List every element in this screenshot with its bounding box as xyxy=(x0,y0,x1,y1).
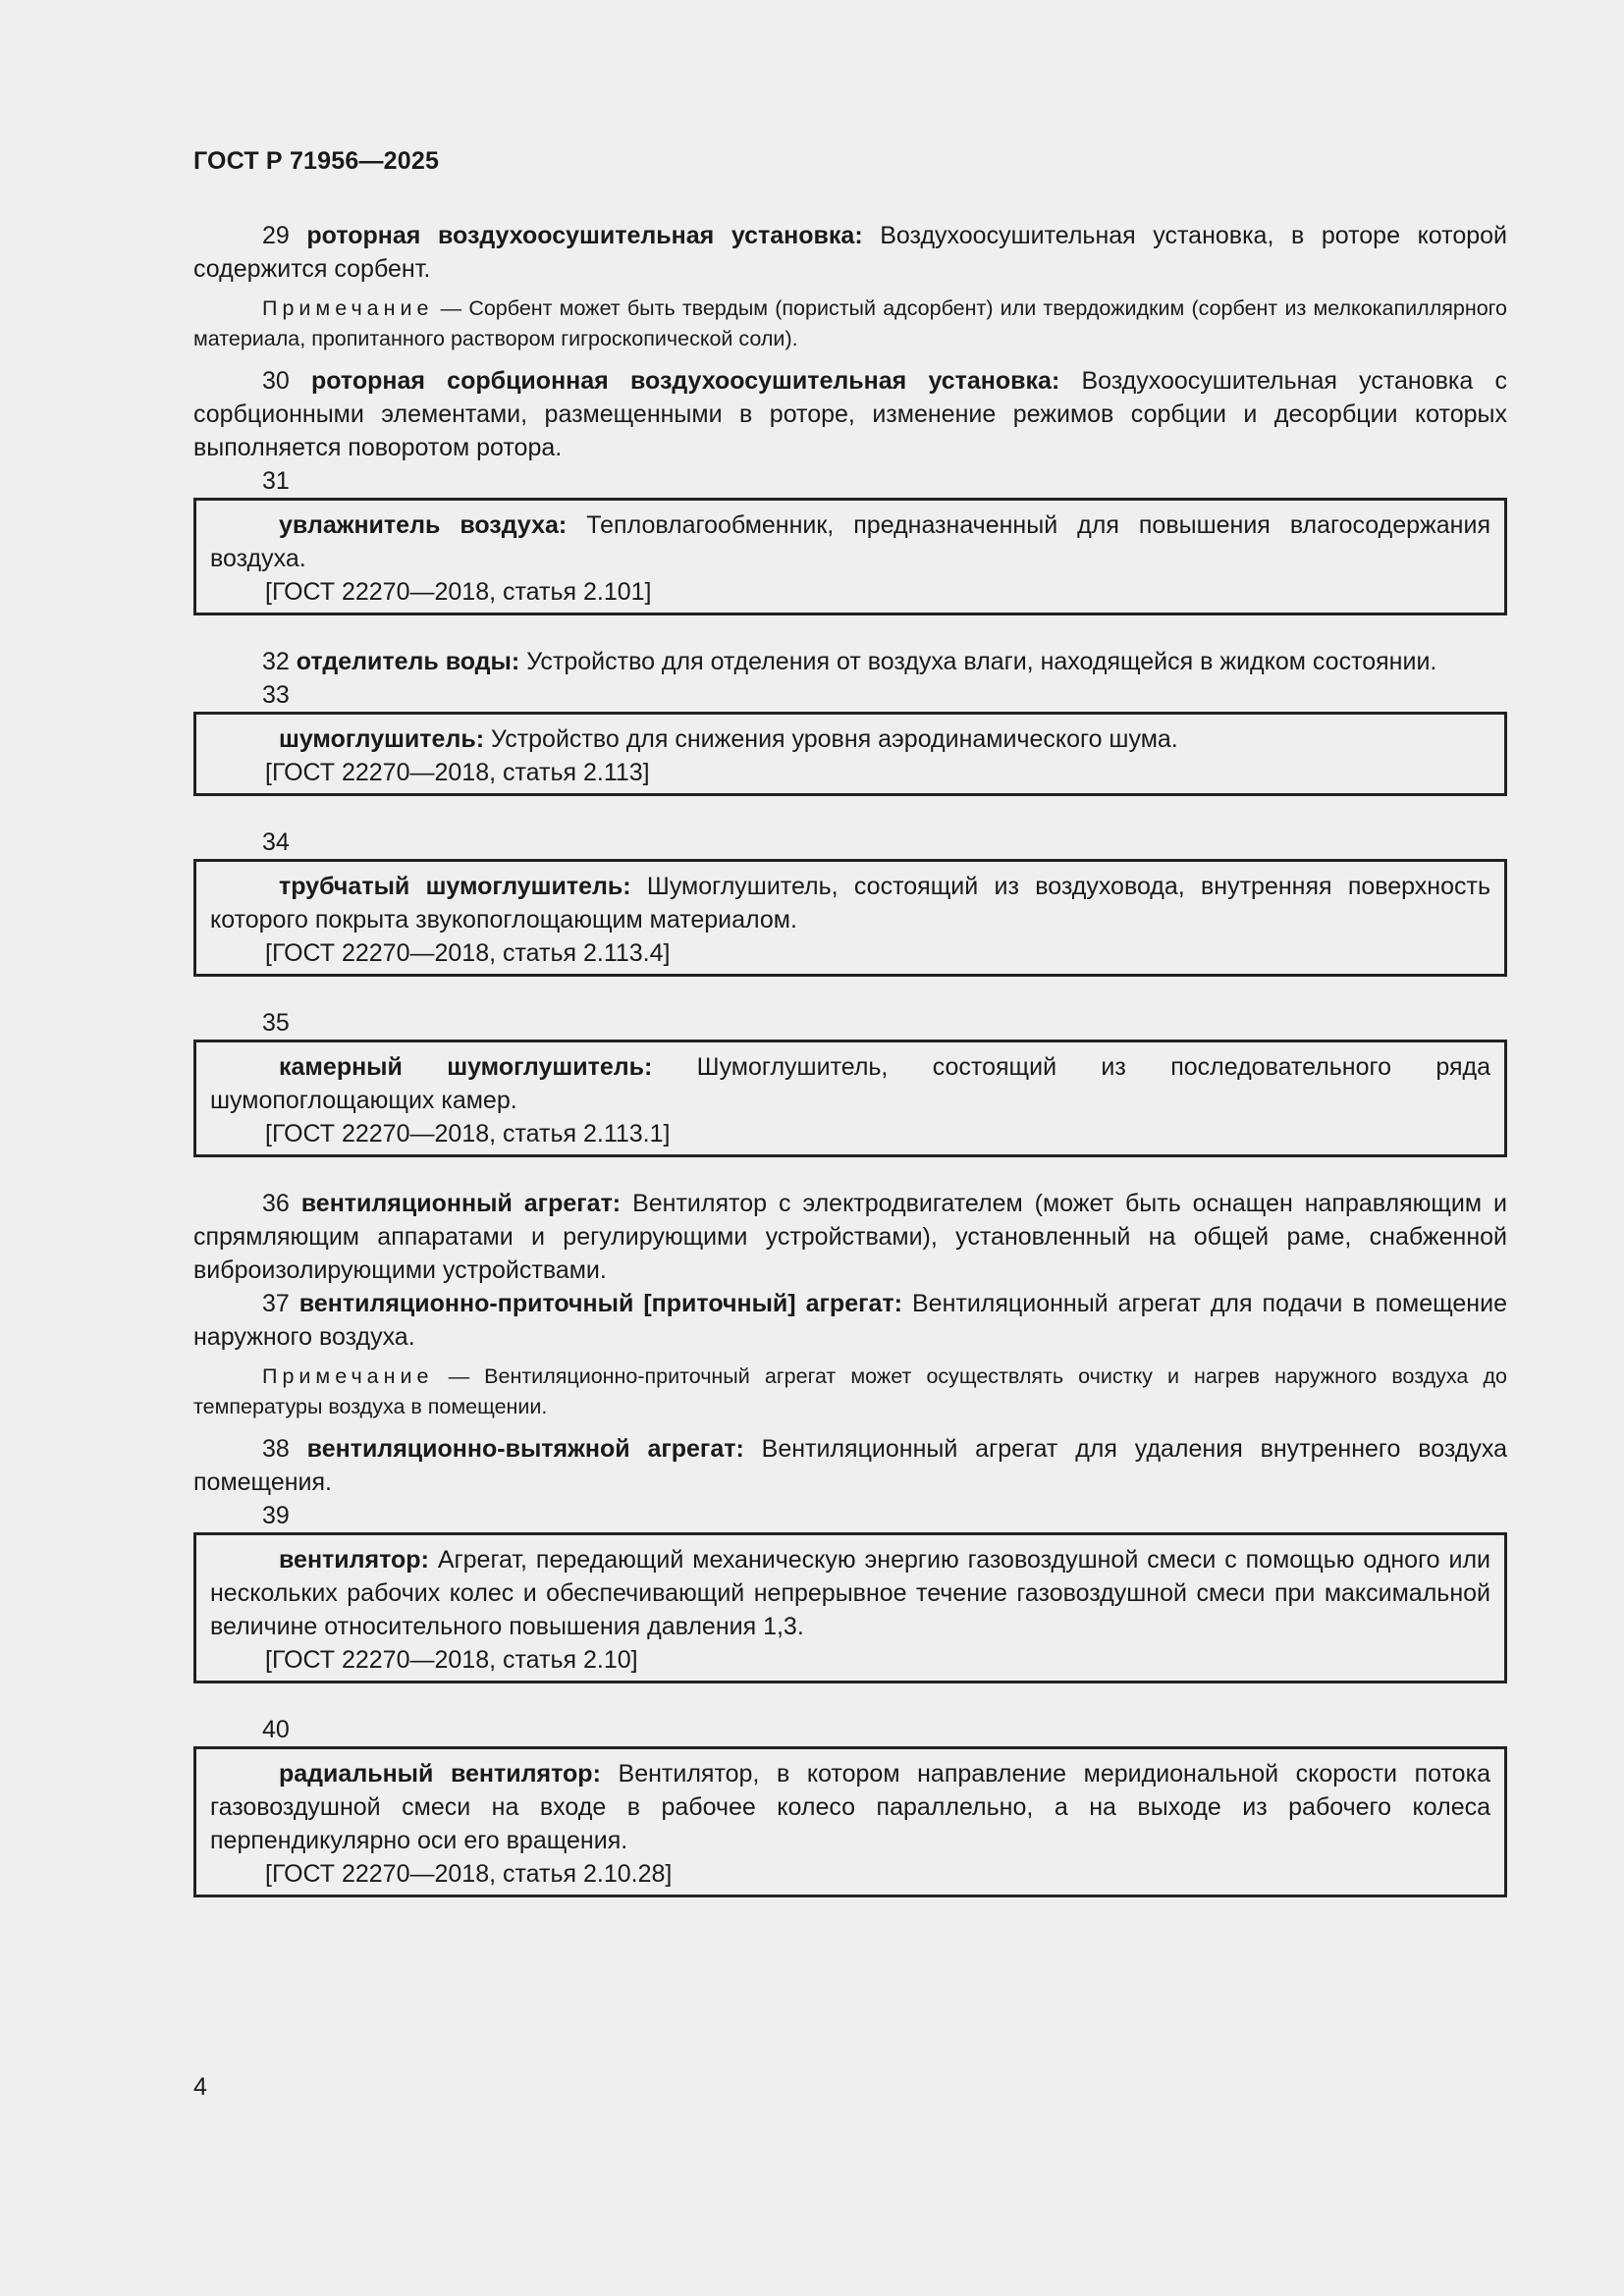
entry-term: увлажнитель воздуха: xyxy=(279,511,568,539)
document-header: ГОСТ Р 71956—2025 xyxy=(193,147,440,175)
entry-39 xyxy=(210,1543,1490,1643)
entry-38 xyxy=(193,1432,1507,1499)
entry-box-40 xyxy=(193,1746,1507,1897)
entry-text: Шумоглушитель, состоящий из последовательного ряда шумопоглощающих камер. xyxy=(210,1053,1490,1114)
entry-reference: [ГОСТ 22270—2018, статья 2.101] xyxy=(265,578,652,606)
page-number: 4 xyxy=(193,2073,207,2101)
entry-text: Тепловлагообменник, предназначенный для повышения влагосодержания воздуха. xyxy=(210,511,1490,572)
entry-reference: [ГОСТ 22270—2018, статья 2.113] xyxy=(265,759,650,786)
entry-reference: [ГОСТ 22270—2018, статья 2.113.1] xyxy=(265,1120,671,1148)
entry-text: Воздухоосушительная установка с сорбционными элементами, размещенными в роторе, изменение режимов сорбции и десорбции которых выполняется поворотом ротора. xyxy=(193,367,1507,461)
note-29 xyxy=(193,294,1507,354)
entry-reference: [ГОСТ 22270—2018, статья 2.10.28] xyxy=(265,1860,673,1888)
note-text: — Сорбент может быть твердым (пористый адсорбент) или твердожидким (сорбент из мелкокапиллярного материала, пропитанного раствором гигроскопической соли). xyxy=(193,296,1507,350)
entry-number: 36 xyxy=(262,1190,290,1217)
entry-30 xyxy=(193,364,1507,464)
entry-32 xyxy=(193,645,1507,678)
entry-number: 32 xyxy=(262,648,290,675)
note-label: Примечание xyxy=(262,296,434,320)
entry-text: Вентиляционный агрегат для удаления внутреннего воздуха помещения. xyxy=(193,1435,1507,1496)
entry-text: Вентилятор, в котором направление меридиональной скорости потока газовоздушной смеси на входе в рабочее колесо параллельно, а на выходе из рабочего колеса перпендикулярно оси его вращения. xyxy=(210,1760,1490,1854)
entry-text: Шумоглушитель, состоящий из воздуховода, внутренняя поверхность которого покрыта звукопоглощающим материалом. xyxy=(210,873,1490,934)
entry-37 xyxy=(193,1287,1507,1354)
entry-reference: [ГОСТ 22270—2018, статья 2.113.4] xyxy=(265,939,671,967)
entry-text: Вентиляционный агрегат для подачи в помещение наружного воздуха. xyxy=(193,1290,1507,1351)
entry-text: Устройство для отделения от воздуха влаги, находящейся в жидком состоянии. xyxy=(526,648,1437,675)
entry-31 xyxy=(210,508,1490,575)
entry-number: 38 xyxy=(262,1435,290,1463)
entry-term: роторная воздухоосушительная установка: xyxy=(306,222,863,249)
entry-term: вентиляционно-вытяжной агрегат: xyxy=(306,1435,744,1463)
entry-number-34: 34 xyxy=(262,828,290,856)
entry-number-40: 40 xyxy=(262,1716,290,1743)
entry-term: вентиляционный агрегат: xyxy=(300,1190,622,1217)
note-label: Примечание xyxy=(262,1364,434,1388)
entry-reference: [ГОСТ 22270—2018, статья 2.10] xyxy=(265,1646,638,1674)
entry-number-31: 31 xyxy=(262,467,290,495)
entry-term: камерный шумоглушитель: xyxy=(279,1053,653,1081)
entry-number-33: 33 xyxy=(262,681,290,709)
entry-36 xyxy=(193,1187,1507,1287)
entry-text: Устройство для снижения уровня аэродинамического шума. xyxy=(490,725,1178,753)
entry-term: вентиляционно-приточный [приточный] агрегат: xyxy=(298,1290,902,1317)
entry-35 xyxy=(210,1050,1490,1117)
entry-text: Вентилятор с электродвигателем (может быть оснащен направляющим и спрямляющим аппаратами и регулирующими устройствами), установленный на общей раме, снабженной виброизолирующими устройствами. xyxy=(193,1190,1507,1284)
document-page xyxy=(193,147,1507,1897)
entry-text: Агрегат, передающий механическую энергию газовоздушной смеси с помощью одного или нескольких рабочих колес и обеспечивающий непрерывное течение газовоздушной смеси при максимальной величине относительного повышения давления 1,3. xyxy=(210,1546,1490,1640)
entry-29 xyxy=(193,219,1507,286)
entry-box-39 xyxy=(193,1532,1507,1683)
entry-term: отделитель воды: xyxy=(296,648,520,675)
entry-box-31 xyxy=(193,498,1507,615)
entry-term: радиальный вентилятор: xyxy=(279,1760,601,1788)
entry-number: 29 xyxy=(262,222,290,249)
entry-box-33 xyxy=(193,712,1507,796)
entry-number: 30 xyxy=(262,367,290,395)
entry-number-39: 39 xyxy=(262,1502,290,1529)
entry-box-34 xyxy=(193,859,1507,977)
entry-34 xyxy=(210,870,1490,936)
entry-33 xyxy=(210,722,1490,756)
note-text: — Вентиляционно-приточный агрегат может осуществлять очистку и нагрев наружного воздуха до температуры воздуха в помещении. xyxy=(193,1364,1507,1418)
entry-number: 37 xyxy=(262,1290,290,1317)
entry-number-35: 35 xyxy=(262,1009,290,1037)
entry-term: шумоглушитель: xyxy=(279,725,485,753)
entry-text: Воздухоосушительная установка, в роторе которой содержится сорбент. xyxy=(193,222,1507,283)
entry-term: вентилятор: xyxy=(279,1546,429,1574)
entry-term: трубчатый шумоглушитель: xyxy=(279,873,631,900)
entry-term: роторная сорбционная воздухоосушительная установка: xyxy=(311,367,1060,395)
entry-40 xyxy=(210,1757,1490,1857)
entry-box-35 xyxy=(193,1040,1507,1157)
note-37 xyxy=(193,1362,1507,1422)
